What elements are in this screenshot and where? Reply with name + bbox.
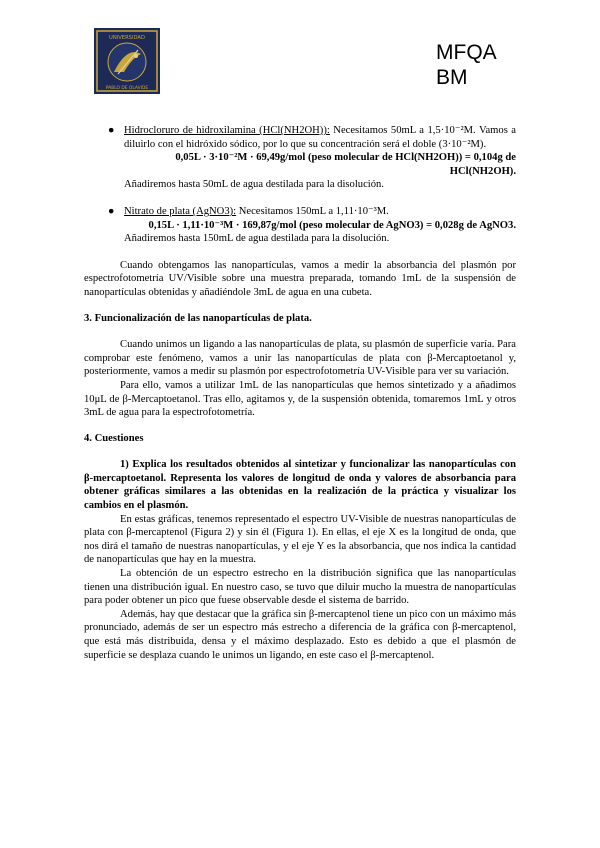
bullet-icon: ● xyxy=(108,125,115,136)
reagent-text: Necesitamos 50mL a 1,5·10⁻²M. Vamos a diluirlo con el hidróxido sódico, por lo que su concentración será el doble (3·10⁻²M). xyxy=(124,125,517,150)
document-body xyxy=(84,124,516,662)
answer-paragraph-3: Además, hay que destacar que la gráfica sin β-mercaptenol tiene un pico con un máximo más pronunciado, además de ser un espectro más estrecho a diferencia de la gráfica con β-mercaptenol, que está más distribuida, densa y el máximo desplazado. Esto es debido a que el plasmón de superficie se desplaza cuando le unimos un ligando, en este caso el β-mercaptenol. xyxy=(84,608,516,661)
reagent-label: Nitrato de plata (AgNO3): xyxy=(124,205,237,217)
question-1: 1) Explica los resultados obtenidos al sintetizar y funcionalizar las nanopartículas con β-mercaptoetanol. Representa los valores de longitud de onda y valores de absorbancia para obtener gráficas similares a las obtenidas en la realización de la práctica y visualizar los cambios en el plasmón. xyxy=(84,459,516,512)
bullet-icon: ● xyxy=(108,205,115,217)
reagent-label: Hidrocloruro de hidroxilamina (HCl(NH2OH)): xyxy=(124,125,330,136)
svg-text:UNIVERSIDAD: UNIVERSIDAD xyxy=(109,35,145,41)
reagent-text: Necesitamos 150mL a 1,11·10⁻³M. xyxy=(236,205,389,217)
answer-paragraph-1: En estas gráficas, tenemos representado el espectro UV-Visible de nuestras nanopartículas de plata con β-mercaptenol (Figura 2) y sin él (Figura 1). En ellas, el eje X es la longitud de onda, que nos dirá el tamaño de nuestras nanopartículas, y el eje Y es la absorbancia, que nos indica la cantidad de nanopartículas que hay en la muestra. xyxy=(84,513,516,566)
document-header-code xyxy=(436,40,497,90)
section-3-paragraph-2: Para ello, vamos a utilizar 1mL de las nanopartículas que hemos sintetizado y a añadimos 10μL de β-Mercaptoetanol. Tras ello, agitamos y, de la suspensión obtenida, tomaremos 1mL y otros 3mL de agua para la espectrofotometría. xyxy=(84,379,516,419)
section-3-title: 3. Funcionalización de las nanopartículas de plata. xyxy=(84,312,312,324)
reagent-after: Añadiremos hasta 50mL de agua destilada para la disolución. xyxy=(124,179,384,191)
university-seal-icon xyxy=(94,28,160,94)
svg-text:PABLO DE OLAVIDE: PABLO DE OLAVIDE xyxy=(105,86,149,91)
answer-paragraph-2: La obtención de un espectro estrecho en la distribución significa que las nanopartículas tienen una distribución igual. En nuestro caso, se tuvo que diluir mucho la muestra de nanopartículas para poder obtener un pico que fuese observable desde el sistema de barrido. xyxy=(84,568,516,607)
university-logo xyxy=(94,28,160,94)
paragraph-absorbance: Cuando obtengamos las nanopartículas, vamos a medir la absorbancia del plasmón por espectrofotometría UV/Visible sobre una muestra preparada, tomando 1mL de la suspensión de nanopartículas obtenidas y añadiéndole 3mL de agua en una cubeta. xyxy=(84,259,516,298)
header-code-line2: BM xyxy=(436,66,468,89)
formula: 0,05L · 3·10⁻²M · 69,49g/mol (peso molecular de HCl(NH2OH)) = 0,104g de HCl(NH2OH). xyxy=(175,152,516,177)
list-item xyxy=(84,124,516,192)
header-code-line1: MFQA xyxy=(436,41,497,64)
formula: 0,15L · 1,11·10⁻³M · 169,87g/mol (peso molecular de AgNO3) = 0,028g de AgNO3. xyxy=(148,219,516,231)
list-item xyxy=(84,205,516,246)
section-3-paragraph-1: Cuando unimos un ligando a las nanopartículas de plata, su plasmón de superficie varía. Para comprobar este fenómeno, vamos a unir las nanopartículas de plata con β-Mercaptoetanol y, posteriormente, vamos a medir su plasmón por espectrofotometría UV-Visible para ver su variación. xyxy=(84,339,516,378)
reagent-after: Añadiremos hasta 150mL de agua destilada para la disolución. xyxy=(124,233,390,245)
section-4-title: 4. Cuestiones xyxy=(84,432,144,444)
